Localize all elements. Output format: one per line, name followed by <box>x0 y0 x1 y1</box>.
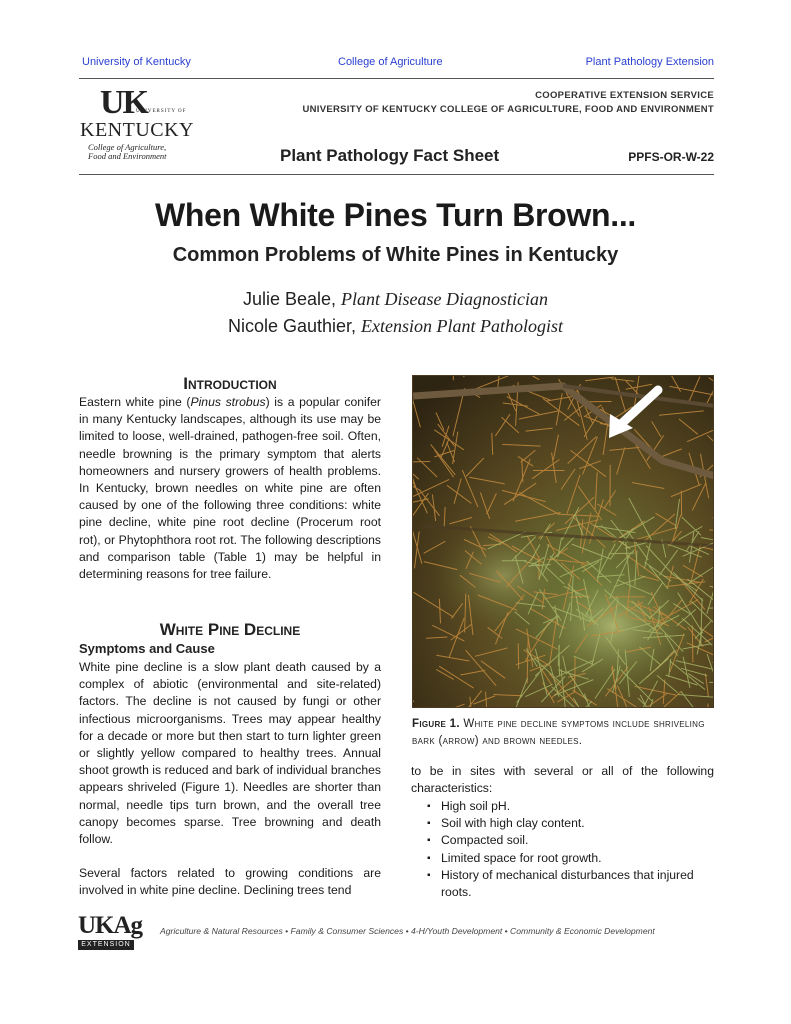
page-subtitle: Common Problems of White Pines in Kentucky <box>172 244 619 266</box>
publication-code: PPFS-OR-W-22 <box>628 150 714 164</box>
page-title: When White Pines Turn Brown... <box>154 197 637 233</box>
logo-college <box>88 143 167 161</box>
author-2-role: Extension Plant Pathologist <box>361 316 564 336</box>
top-links <box>82 56 714 72</box>
figure-label: Figure 1. <box>412 718 460 730</box>
link-plant-pathology-extension[interactable]: Plant Pathology Extension <box>585 56 714 68</box>
logo-college-line1: College of Agriculture, <box>88 142 167 152</box>
site-characteristics-list <box>427 798 717 901</box>
logo-university-of: UNIVERSITY OF <box>136 109 187 114</box>
decline-paragraph-1: White pine decline is a slow plant death caused by a complex of abiotic (environmental and site-related) factors. The decline is not caused by fungi or other infectious microorganisms. Trees may appear healthy for a decade or more but then start to turn lighter green or slightly yellow compared to healthy trees. Annual shoot growth is reduced and bark of individual branches appears shriveled (Figure 1). Needles are shorter than normal, needle tips turn brown, and the overall tree canopy becomes sparse. Tree browning and death follow. <box>79 660 381 847</box>
ukag-extension-logo <box>78 912 150 950</box>
list-item: ▪ Soil with high clay content. <box>427 815 717 832</box>
white-pine-photo-illustration <box>413 376 714 708</box>
uk-logo <box>80 84 194 166</box>
species-name: Pinus strobus <box>190 395 266 409</box>
decline-paragraph-2: Several factors related to growing conditions are involved in white pine decline. Declining trees tend <box>79 866 381 898</box>
fact-sheet-label: Plant Pathology Fact Sheet <box>280 146 500 165</box>
footer-program-areas: Agriculture & Natural Resources • Family & Consumer Sciences • 4-H/Youth Development • Community & Economic Development <box>160 926 655 936</box>
logo-uk-mark: UK <box>100 84 147 121</box>
link-college-of-agriculture[interactable]: College of Agriculture <box>338 56 443 68</box>
author-1-role: Plant Disease Diagnostician <box>341 289 549 309</box>
author-1-name: Julie Beale, <box>242 289 337 309</box>
subheading-symptoms-cause: Symptoms and Cause <box>79 641 215 656</box>
author-2-name: Nicole Gauthier, <box>227 316 357 336</box>
header-rule-top <box>79 78 714 79</box>
section-heading-white-pine-decline: White Pine Decline <box>159 620 301 639</box>
list-item: ▪ History of mechanical disturbances that injured roots. <box>427 867 717 901</box>
logo-kentucky: KENTUCKY <box>80 119 194 141</box>
decline-paragraph-3: to be in sites with several or all of the following characteristics: <box>411 764 714 796</box>
list-item: ▪ High soil pH. <box>427 798 717 815</box>
intro-paragraph: Eastern white pine (Pinus strobus) is a popular conifer in many Kentucky landscapes, although its use may be limited to loose, well-drained, pathogen-free soil. Often, needle browning is the primary symptom that alerts homeowners and nursery growers of health problems. In Kentucky, brown needles on white pine are often caused by one of the following three conditions: white pine decline, white pine root decline (Procerum root rot), or Phytophthora root rot. The following descriptions and comparison table (Table 1) may be helpful in determining reasons for tree failure. <box>79 395 381 582</box>
author-1 <box>0 289 791 310</box>
coop-line-2: UNIVERSITY OF KENTUCKY COLLEGE OF AGRICULTURE, FOOD AND ENVIRONMENT <box>302 104 714 115</box>
figure-1-photo <box>412 375 714 708</box>
figure-1-caption: Figure 1. White pine decline symptoms include shriveling bark (arrow) and brown needles. <box>412 718 705 747</box>
header-rule-bottom <box>79 174 714 175</box>
logo-college-line2: Food and Environment <box>88 151 167 161</box>
list-item: ▪ Limited space for root growth. <box>427 850 717 867</box>
list-item: ▪ Compacted soil. <box>427 832 717 849</box>
ukag-logo-text: UKAg <box>78 912 143 939</box>
cooperative-extension-header <box>302 89 714 117</box>
extension-bar: EXTENSION <box>78 940 134 950</box>
link-university-of-kentucky[interactable]: University of Kentucky <box>82 56 191 68</box>
coop-line-1: COOPERATIVE EXTENSION SERVICE <box>535 90 714 101</box>
section-heading-introduction: Introduction <box>183 374 277 393</box>
author-2 <box>0 316 791 337</box>
